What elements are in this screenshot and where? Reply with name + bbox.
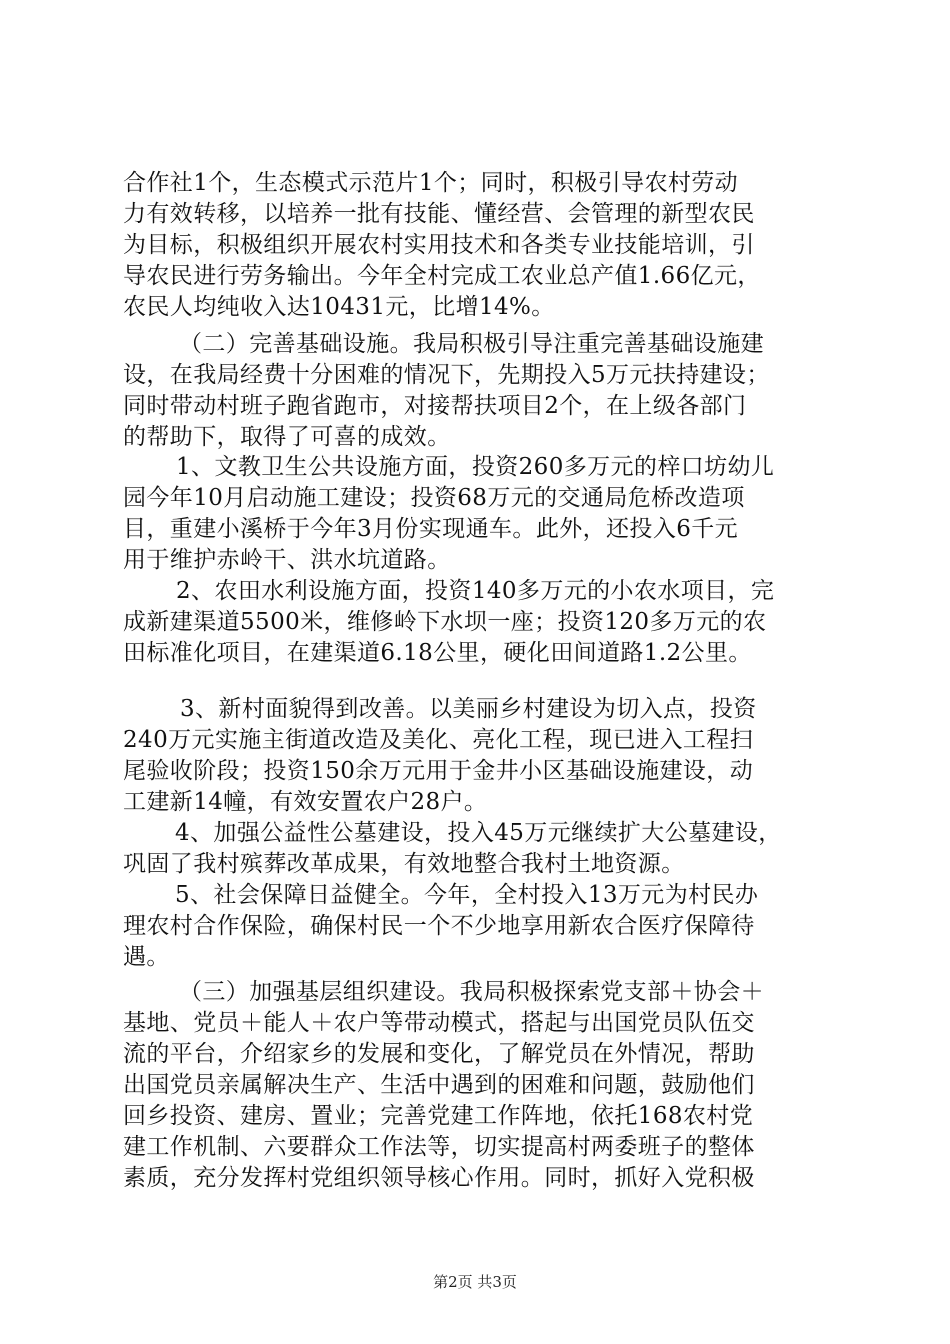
- text-line: 田标准化项目，在建渠道6.18公里，硬化田间道路1.2公里。: [123, 640, 752, 666]
- text-line: 用于维护赤岭干、洪水坑道路。: [123, 547, 451, 573]
- numbered-item-line: 1、文教卫生公共设施方面，投资260多万元的梓口坊幼儿: [176, 454, 775, 480]
- text-line: 基地、党员＋能人＋农户等带动模式，搭起与出国党员队伍交: [123, 1010, 755, 1036]
- numbered-item-line: 3、新村面貌得到改善。以美丽乡村建设为切入点，投资: [180, 696, 757, 722]
- text-line: 巩固了我村殡葬改革成果，有效地整合我村土地资源。: [123, 851, 685, 877]
- text-line: 设，在我局经费十分困难的情况下，先期投入5万元扶持建设；: [123, 362, 770, 388]
- numbered-item-line: 4、加强公益性公墓建设，投入45万元继续扩大公墓建设，: [175, 820, 782, 846]
- text-line: 农民人均纯收入达10431元，比增14%。: [123, 294, 555, 320]
- text-line: 的帮助下，取得了可喜的成效。: [123, 424, 451, 450]
- numbered-item-line: 5、社会保障日益健全。今年，全村投入13万元为村民办: [175, 882, 759, 908]
- text-line: 流的平台，介绍家乡的发展和变化，了解党员在外情况，帮助: [123, 1041, 755, 1067]
- text-line: 同时带动村班子跑省跑市，对接帮扶项目2个，在上级各部门: [123, 393, 747, 419]
- text-line: 素质，充分发挥村党组织领导核心作用。同时，抓好入党积极: [123, 1165, 755, 1191]
- text-line: 回乡投资、建房、置业；完善党建工作阵地，依托168农村党: [123, 1103, 754, 1129]
- text-line: 导农民进行劳务输出。今年全村完成工农业总产值1.66亿元，: [123, 263, 761, 289]
- page-footer: 第2页 共3页: [433, 1273, 517, 1291]
- text-line: 240万元实施主街道改造及美化、亮化工程，现已进入工程扫: [123, 727, 754, 753]
- text-line: 理农村合作保险，确保村民一个不少地享用新农合医疗保障待: [123, 913, 755, 939]
- text-line: 为目标，积极组织开展农村实用技术和各类专业技能培训，引: [123, 232, 755, 258]
- paragraph-heading-line: （二）完善基础设施。我局积极引导注重完善基础设施建: [179, 331, 764, 357]
- text-line: 遇。: [123, 944, 170, 970]
- paragraph-heading-line: （三）加强基层组织建设。我局积极探索党支部＋协会＋: [179, 979, 764, 1005]
- text-line: 园今年10月启动施工建设；投资68万元的交通局危桥改造项: [123, 485, 745, 511]
- text-line: 建工作机制、六要群众工作法等，切实提高村两委班子的整体: [123, 1134, 755, 1160]
- text-line: 成新建渠道5500米，维修岭下水坝一座；投资120多万元的农: [123, 609, 767, 635]
- text-line: 出国党员亲属解决生产、生活中遇到的困难和问题，鼓励他们: [123, 1072, 755, 1098]
- numbered-item-line: 2、农田水利设施方面，投资140多万元的小农水项目，完: [176, 578, 775, 604]
- text-line: 目，重建小溪桥于今年3月份实现通车。此外，还投入6千元: [123, 516, 739, 542]
- text-line: 力有效转移，以培养一批有技能、懂经营、会管理的新型农民: [123, 201, 755, 227]
- text-line: 尾验收阶段；投资150余万元用于金井小区基础设施建设，动: [123, 758, 754, 784]
- text-line: 合作社1个，生态模式示范片1个；同时，积极引导农村劳动: [123, 170, 739, 196]
- text-line: 工建新14幢，有效安置农户28户。: [123, 789, 488, 815]
